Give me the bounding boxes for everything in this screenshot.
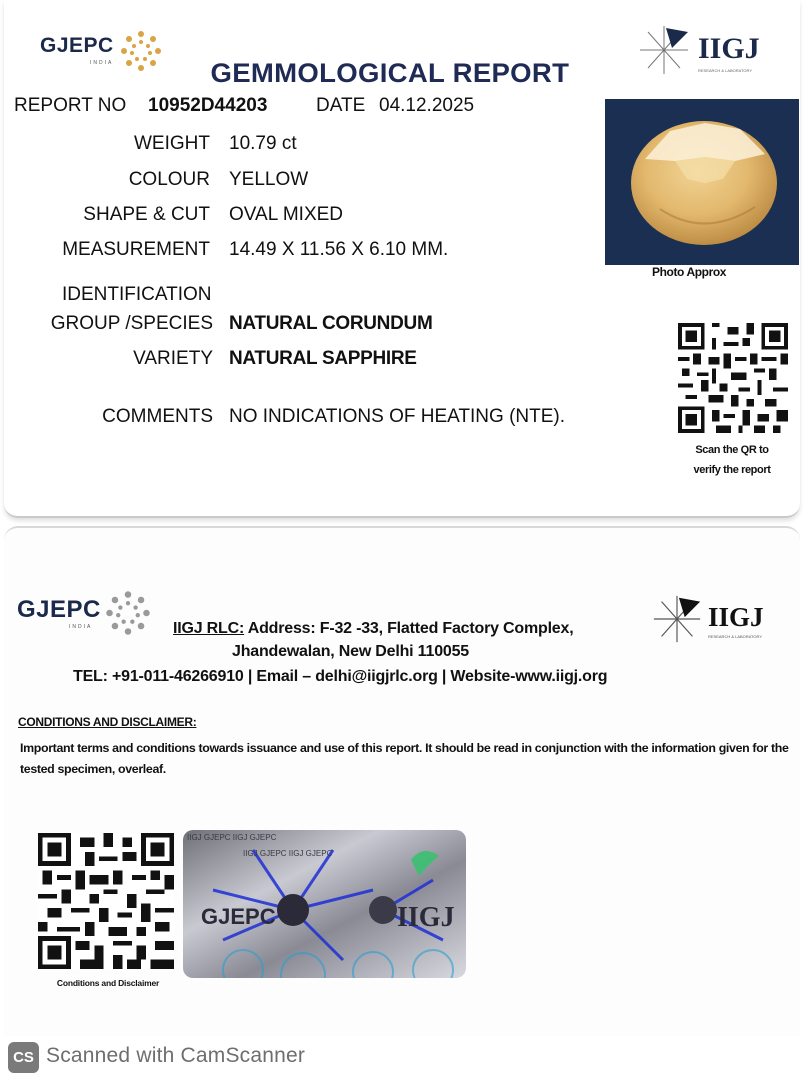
date-label: DATE — [316, 95, 366, 116]
photo-caption: Photo Approx — [652, 265, 727, 279]
verify-qr-code[interactable] — [678, 322, 788, 434]
variety-value: NATURAL SAPPHIRE — [229, 348, 417, 369]
iigj-diamond-burst-icon — [650, 592, 704, 646]
hologram-microtext: IIGJ GJEPC IIGJ GJEPC — [187, 833, 277, 842]
svg-text:GJEPC: GJEPC — [201, 904, 276, 929]
iigj-diamond-burst-icon — [636, 22, 692, 78]
scanner-footer — [0, 1036, 804, 1080]
yellow-sapphire-image — [605, 99, 799, 265]
group-species-label: GROUP /SPECIES — [50, 313, 213, 334]
hologram-image — [183, 830, 466, 978]
weight-value: 10.79 ct — [229, 133, 297, 154]
comments-label: COMMENTS — [102, 406, 213, 427]
shape-cut-value: OVAL MIXED — [229, 204, 344, 225]
shape-cut-label: SHAPE & CUT — [83, 204, 210, 225]
lab-address-line2: Jhandewalan, New Delhi 110055 — [232, 643, 469, 660]
security-hologram — [183, 830, 466, 978]
gjepc-logo-back: GJEPC INDIA — [17, 596, 153, 638]
identification-label: IDENTIFICATION — [62, 284, 212, 305]
hologram-microtext: IIGJ GJEPC IIGJ GJEPC — [243, 849, 333, 858]
report-no-value: 10952D44203 — [148, 95, 268, 116]
gjepc-sunburst-icon — [103, 588, 153, 638]
colour-value: YELLOW — [229, 169, 309, 190]
report-title: GEMMOLOGICAL REPORT — [210, 58, 570, 88]
iigj-logo-back: IIGJ RESEARCH & LABORATORY — [650, 590, 790, 650]
iigj-logo: IIGJ RESEARCH & LABORATORY — [636, 18, 786, 80]
conditions-qr-code[interactable] — [38, 830, 174, 972]
conditions-text: Important terms and conditions towards issuance and use of this report. It should be read in conjunction with the information given for the tested specimen, overleaf. — [20, 741, 789, 776]
group-species-value: NATURAL CORUNDUM — [229, 313, 433, 334]
measurement-value: 14.49 X 11.56 X 6.10 MM. — [229, 239, 449, 260]
report-no-label: REPORT NO — [14, 95, 127, 116]
date-value: 04.12.2025 — [379, 95, 475, 116]
variety-label: VARIETY — [133, 348, 213, 369]
lab-address-line1: IIGJ RLC: Address: F-32 -33, Flatted Factory Complex, — [173, 620, 574, 637]
comments-value: NO INDICATIONS OF HEATING (NTE). — [229, 406, 566, 427]
colour-label: COLOUR — [128, 169, 210, 190]
weight-label: WEIGHT — [134, 133, 210, 154]
svg-text:IIGJ: IIGJ — [397, 902, 455, 933]
lab-contact-line: TEL: +91-011-46266910 | Email – delhi@iigjrlc.org | Website-www.iigj.org — [73, 668, 608, 685]
conditions-qr-caption: Conditions and Disclaimer — [56, 978, 160, 988]
conditions-title: CONDITIONS AND DISCLAIMER: — [18, 715, 197, 729]
scan-qr-instructions: Scan the QR to verify the report — [693, 444, 771, 476]
measurement-label: MEASUREMENT — [62, 239, 210, 260]
gjepc-sunburst-icon — [118, 28, 164, 74]
gemstone-photo — [605, 99, 799, 265]
camscanner-watermark-text: Scanned with CamScanner — [46, 1044, 306, 1067]
camscanner-icon: CS — [8, 1042, 39, 1073]
gjepc-logo: GJEPC INDIA — [40, 34, 164, 74]
